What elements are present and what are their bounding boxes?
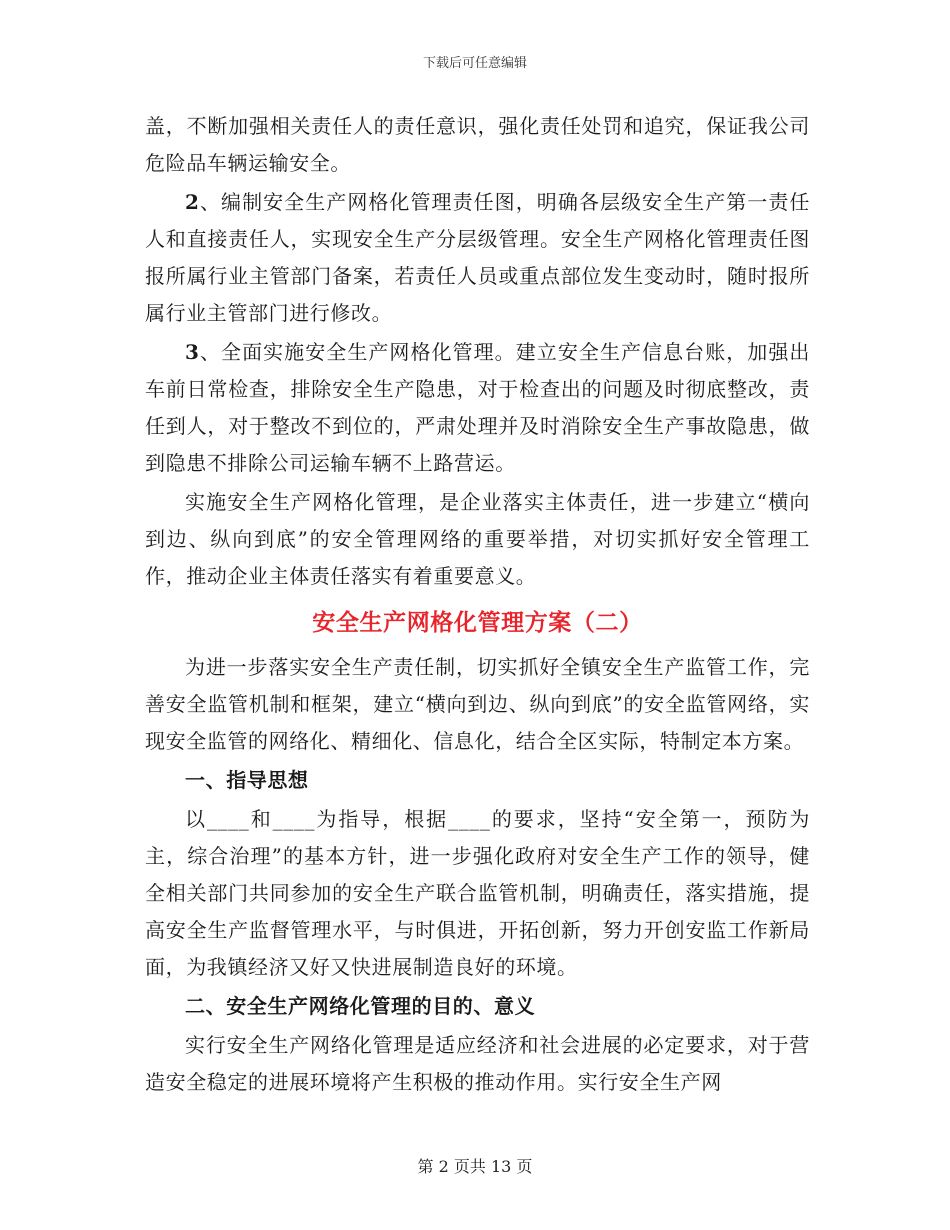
paragraph-guiding-ideology: 以____和____为指导，根据____的要求，坚持“安全第一，预防为主，综合治理”的基本方针，进一步强化政府对安全生产工作的领导，健全相关部门共同参加的安全生产联合监管机制，明确责任，落实措施，提高安全生产监督管理水平，与时俱进，开拓创新，努力开创安监工作新局面，为我镇经济又好又快进展制造良好的环境。 xyxy=(145,807,810,979)
item-number-3: 3 xyxy=(185,340,200,364)
paragraph-summary: 实施安全生产网格化管理，是企业落实主体责任，进一步建立“横向到边、纵向到底”的安全管理网络的重要举措，对切实抓好安全管理工作，推动企业主体责任落实有着重要意义。 xyxy=(145,490,810,588)
paragraph-item-3 xyxy=(145,334,810,482)
item-number-2: 2 xyxy=(185,190,200,214)
paragraph-purpose: 实行安全生产网络化管理是适应经济和社会进展的必定要求，对于营造安全稳定的进展环境将产生积极的推动作用。实行安全生产网 xyxy=(145,1033,810,1094)
heading-purpose: 二、安全生产网络化管理的目的、意义 xyxy=(185,994,536,1018)
section-title: 安全生产网格化管理方案（二） xyxy=(312,610,643,636)
item-text-2: 、编制安全生产网格化管理责任图，明确各层级安全生产第一责任人和直接责任人，实现安全生产分层级管理。安全生产网格化管理责任图报所属行业主管部门备案，若责任人员或重点部位发生变动时，随时报所属行业主管部门进行修改。 xyxy=(145,190,810,325)
item-text-3: 、全面实施安全生产网格化管理。建立安全生产信息台账，加强出车前日常检查，排除安全生产隐患，对于检查出的问题及时彻底整改，责任到人，对于整改不到位的，严肃处理并及时消除安全生产事故隐患，做到隐患不排除公司运输车辆不上路营运。 xyxy=(145,340,810,475)
paragraph-item-2 xyxy=(145,184,810,332)
page-header: 下载后可任意编辑 xyxy=(422,56,527,71)
heading-guiding-ideology: 一、指导思想 xyxy=(185,768,309,792)
document-body xyxy=(145,108,810,1103)
paragraph-intro: 为进一步落实安全生产责任制，切实抓好全镇安全生产监管工作，完善安全监管机制和框架，建立“横向到边、纵向到底”的安全监管网络，实现安全监管的网络化、精细化、信息化，结合全区实际，特制定本方案。 xyxy=(145,655,810,753)
paragraph-continued: 盖，不断加强相关责任人的责任意识，强化责任处罚和追究，保证我公司危险品车辆运输安全。 xyxy=(145,114,810,175)
page-footer: 第 2 页共 13 页 xyxy=(417,1157,533,1176)
